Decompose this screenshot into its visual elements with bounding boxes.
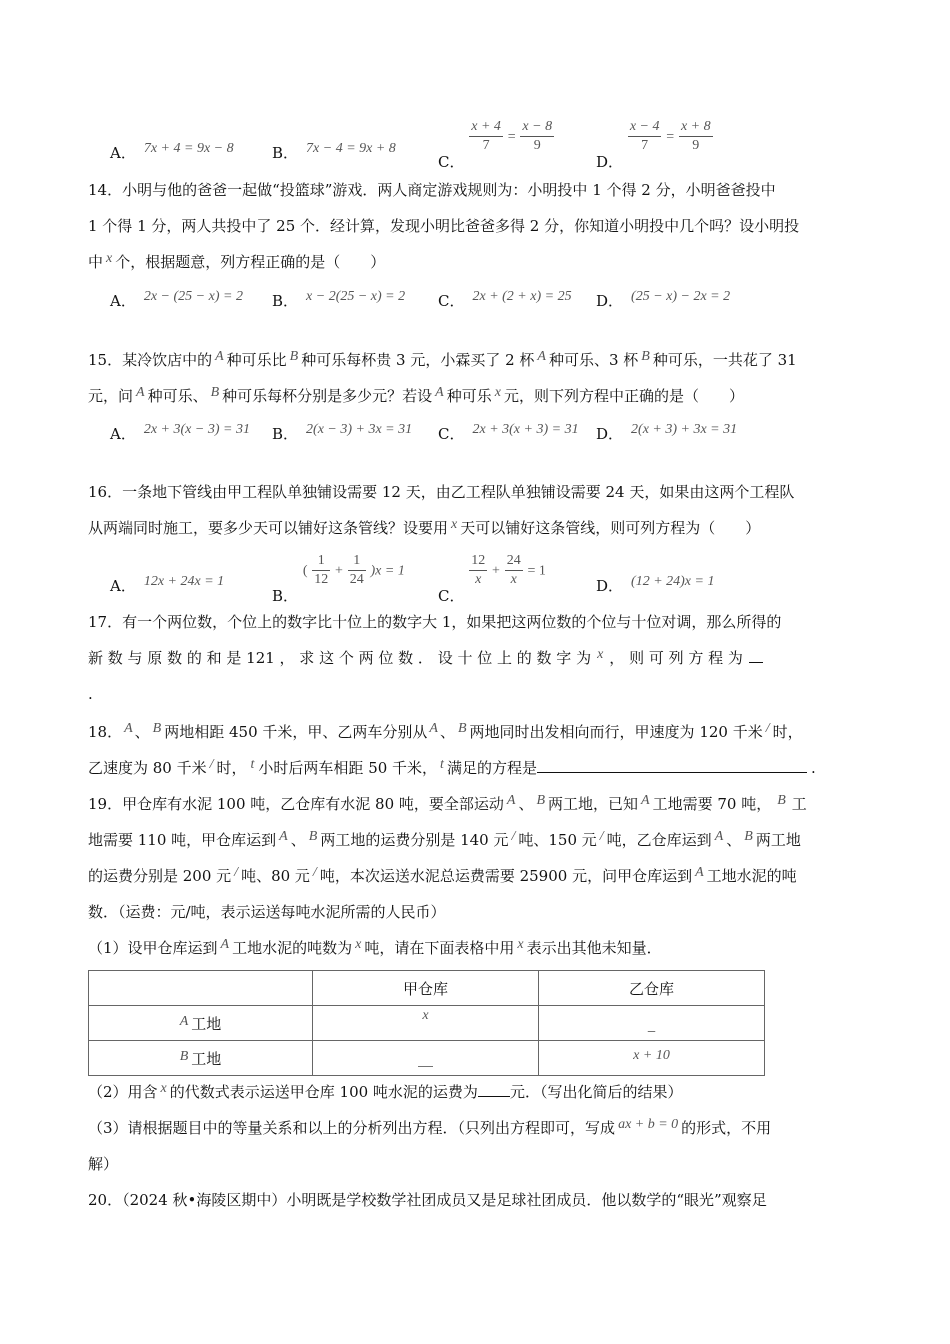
table-cell: A 工地 bbox=[89, 1006, 313, 1041]
q16-option-c: C． $\frac{12}{x}$ + $\frac{24}{x}$ = 1 bbox=[438, 553, 546, 605]
answer-blank[interactable] bbox=[537, 758, 807, 773]
q16-line-2: 从两端同时施工，要多少天可以铺好这条管线？设要用 x 天可以铺好这条管线，则可列方程为（ ） bbox=[88, 517, 761, 537]
q13-option-a: A． 7x + 4 = 9x − 8 bbox=[110, 141, 234, 162]
q19-line-2: 地需要 110 吨，甲仓库运到 A 、 B 两工地的运费分别是 140 元 / 吨、150 元 / 吨，乙仓库运到 A 、 B 两工地 bbox=[88, 829, 801, 849]
table-row bbox=[89, 1041, 765, 1076]
q17-line-1: 17．有一个两位数，个位上的数字比十位上的数字大 1，如果把这两位数的个位与十位对调，那么所得的 bbox=[88, 613, 782, 631]
answer-blank[interactable] bbox=[478, 1082, 510, 1097]
q16-line-1: 16．一条地下管线由甲工程队单独铺设需要 12 天，由乙工程队单独铺设需要 24 天，如果由这两个工程队 bbox=[88, 483, 795, 501]
fraction: $\frac{1}{24}$ bbox=[349, 553, 364, 587]
q13-option-c: C． $\frac{x + 4}{7}$ = $\frac{x - 8}{9}$ bbox=[438, 119, 553, 171]
q15-option-c: C． 2x + 3(x + 3) = 31 bbox=[438, 422, 579, 443]
unknowns-table bbox=[88, 970, 765, 1076]
q15-line-1: 15．某冷饮店中的 A 种可乐比 B 种可乐每杯贵 3 元，小霖买了 2 杯 A 种可乐、3 杯 B 种可乐，一共花了 31 bbox=[88, 349, 797, 369]
q17-line-2: 新 数 与 原 数 的 和 是 121 ， 求 这 个 两 位 数 ． 设 十 位 上 的 数 字 为 x ， 则 可 列 方 程 为 bbox=[88, 648, 763, 670]
q19-part-3: （3）请根据题目中的等量关系和以上的分析列出方程．（只列出方程即可，写成 ax + b = 0 的形式，不用 bbox=[88, 1117, 772, 1137]
table-cell: x bbox=[313, 1006, 539, 1041]
fraction: $\frac{x + 4}{7}$ bbox=[471, 119, 501, 153]
fraction: $\frac{x - 4}{7}$ bbox=[629, 119, 660, 153]
q14-option-a: A． 2x − (25 − x) = 2 bbox=[110, 289, 243, 310]
q14-line-1: 14．小明与他的爸爸一起做“投篮球”游戏．两人商定游戏规则为：小明投中 1 个得 2 分，小明爸爸投中 bbox=[88, 181, 776, 199]
q15-option-a: A． 2x + 3(x − 3) = 31 bbox=[110, 422, 250, 443]
q14-option-c: C． 2x + (2 + x) = 25 bbox=[438, 289, 572, 310]
q19-line-1: 19．甲仓库有水泥 100 吨，乙仓库有水泥 80 吨，要全部运动 A 、 B 两工地，已知 A 工地需要 70 吨， B 工 bbox=[88, 793, 807, 813]
q19-part-3-cont: 解） bbox=[88, 1155, 119, 1173]
q18-line-2: 乙速度为 80 千米 / 时， t 小时后两车相距 50 千米， t 满足的方程是 . bbox=[88, 757, 816, 777]
q20-line-1: 20．（2024 秋•海陵区期中）小明既是学校数学社团成员又是足球社团成员．他以数学的“眼光”观察足 bbox=[88, 1191, 767, 1209]
answer-blank[interactable] bbox=[749, 648, 763, 663]
fraction: $\frac{x - 8}{9}$ bbox=[522, 119, 553, 153]
q19-line-4: 数．（运费：元/吨，表示运送每吨水泥所需的人民币） bbox=[88, 903, 446, 921]
fraction: $\frac{24}{x}$ bbox=[506, 553, 521, 587]
q14-line-2: 1 个得 1 分，两人共投中了 25 个．经计算，发现小明比爸爸多得 2 分，你知道小明投中几个吗？设小明投 bbox=[88, 217, 800, 235]
q14-option-d: D． (25 − x) − 2x = 2 bbox=[596, 289, 731, 310]
q14-line-3: 中 x 个，根据题意，列方程正确的是（ ） bbox=[88, 251, 386, 271]
fraction: $\frac{x + 8}{9}$ bbox=[680, 119, 711, 153]
q15-option-b: B． 2(x − 3) + 3x = 31 bbox=[272, 422, 413, 443]
q17-line-3: . bbox=[88, 685, 93, 703]
table-cell: x + 10 bbox=[538, 1041, 764, 1076]
q14-option-b: B． x − 2(25 − x) = 2 bbox=[272, 289, 406, 310]
q16-option-d: D． (12 + 24)x = 1 bbox=[596, 574, 715, 595]
table-row bbox=[89, 1006, 765, 1041]
q13-option-b: B． 7x − 4 = 9x + 8 bbox=[272, 141, 396, 162]
q15-line-2: 元，问 A 种可乐、 B 种可乐每杯分别是多少元？若设 A 种可乐 x 元，则下列方程中正确的是（ ） bbox=[88, 385, 744, 405]
table-header-cell: 甲仓库 bbox=[313, 971, 539, 1006]
table-cell: B 工地 bbox=[89, 1041, 313, 1076]
q19-line-3: 的运费分别是 200 元 / 吨、80 元 / 吨，本次运送水泥总运费需要 25900 元，问甲仓库运到 A 工地水泥的吨 bbox=[88, 865, 797, 885]
q13-option-d: D． $\frac{x - 4}{7}$ = $\frac{x + 8}{9}$ bbox=[596, 119, 711, 171]
table-cell[interactable]: _ bbox=[538, 1006, 764, 1041]
table-header-cell: 乙仓库 bbox=[538, 971, 764, 1006]
q16-option-b: B． ( $\frac{1}{12}$ + $\frac{1}{24}$ )x = 1 bbox=[272, 553, 405, 605]
q16-option-a: A． 12x + 24x = 1 bbox=[110, 574, 225, 595]
table-header-row bbox=[89, 971, 765, 1006]
fraction: $\frac{12}{x}$ bbox=[471, 553, 486, 587]
q19-part-1: （1）设甲仓库运到 A 工地水泥的吨数为 x 吨，请在下面表格中用 x 表示出其他未知量． bbox=[88, 937, 662, 957]
q15-option-d: D． 2(x + 3) + 3x = 31 bbox=[596, 422, 738, 443]
q18-line-1: 18． A 、 B 两地相距 450 千米，甲、乙两车分别从 A 、 B 两地同时出发相向而行，甲速度为 120 千米 / 时， bbox=[88, 721, 803, 741]
fraction: $\frac{1}{12}$ bbox=[314, 553, 329, 587]
q19-part-2: （2）用含 x 的代数式表示运送甲仓库 100 吨水泥的运费为 元．（写出化简后的结果） bbox=[88, 1081, 683, 1101]
table-header-cell bbox=[89, 971, 313, 1006]
table-cell[interactable]: __ bbox=[313, 1041, 539, 1076]
